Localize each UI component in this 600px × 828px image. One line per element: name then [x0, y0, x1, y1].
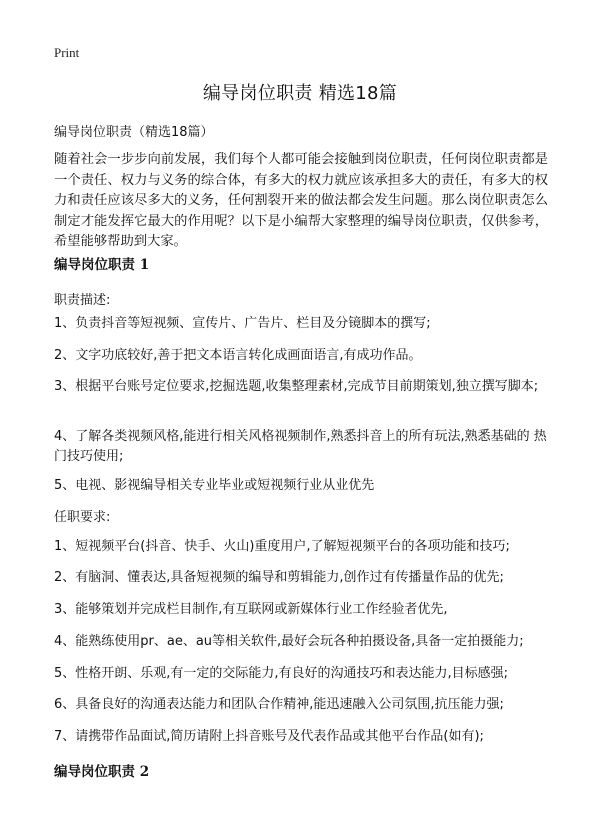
duty-item: 5、电视、影视编导相关专业毕业或短视频行业从业优先: [54, 478, 375, 493]
duties-label: 职责描述:: [54, 293, 111, 308]
requirement-item: 3、能够策划并完成栏目制作,有互联网或新媒体行业工作经验者优先,: [54, 602, 448, 617]
print-link[interactable]: Print: [54, 45, 80, 60]
section-heading-1: 编导岗位职责 1: [54, 257, 150, 273]
duty-item: 1、负责抖音等短视频、宣传片、广告片、栏目及分镜脚本的撰写;: [54, 316, 431, 331]
requirements-label: 任职要求:: [54, 510, 111, 525]
requirement-item: 2、有脑洞、懂表达,具备短视频的编导和剪辑能力,创作过有传播量作品的优先;: [54, 570, 504, 585]
requirement-item: 7、请携带作品面试,简历请附上抖音账号及代表作品或其他平台作品(如有);: [54, 729, 484, 744]
document-subtitle: 编导岗位职责（精选18篇）: [54, 125, 214, 140]
requirement-item: 1、短视频平台(抖音、快手、火山)重度用户,了解短视频平台的各项功能和技巧;: [54, 539, 510, 554]
intro-paragraph: 随着社会一步步向前发展，我们每个人都可能会接触到岗位职责，任何岗位职责都是一个责任、权力与义务的综合体，有多大的权力就应该承担多大的责任，有多大的权力和责任应该尽多大的义务，任何割裂开来的做法都会发生问题。那么岗位职责怎么制定才能发挥它最大的作用呢？以下是小编帮大家整理的编导岗位职责，仅供参考，希望能够帮助到大家。: [54, 152, 548, 249]
section-heading-2: 编导岗位职责 2: [54, 764, 150, 780]
page-title: 编导岗位职责 精选18篇: [202, 83, 398, 104]
requirement-item: 5、性格开朗、乐观,有一定的交际能力,有良好的沟通技巧和表达能力,目标感强;: [54, 666, 509, 681]
duty-item: 3、根据平台账号定位要求,挖掘选题,收集整理素材,完成节目前期策划,独立撰写脚本;: [54, 379, 539, 394]
duty-item: 4、了解各类视频风格,能进行相关风格视频制作,熟悉抖音上的所有玩法,熟悉基础的 热门技巧使用;: [54, 429, 547, 464]
requirement-item: 6、具备良好的沟通表达能力和团队合作精神,能迅速融入公司氛围,抗压能力强;: [54, 697, 504, 712]
duty-item: 2、文字功底较好,善于把文本语言转化成画面语言,有成功作品。: [54, 348, 422, 363]
requirement-item: 4、能熟练使用pr、ae、au等相关软件,最好会玩各种拍摄设备,具备一定拍摄能力;: [54, 634, 524, 649]
